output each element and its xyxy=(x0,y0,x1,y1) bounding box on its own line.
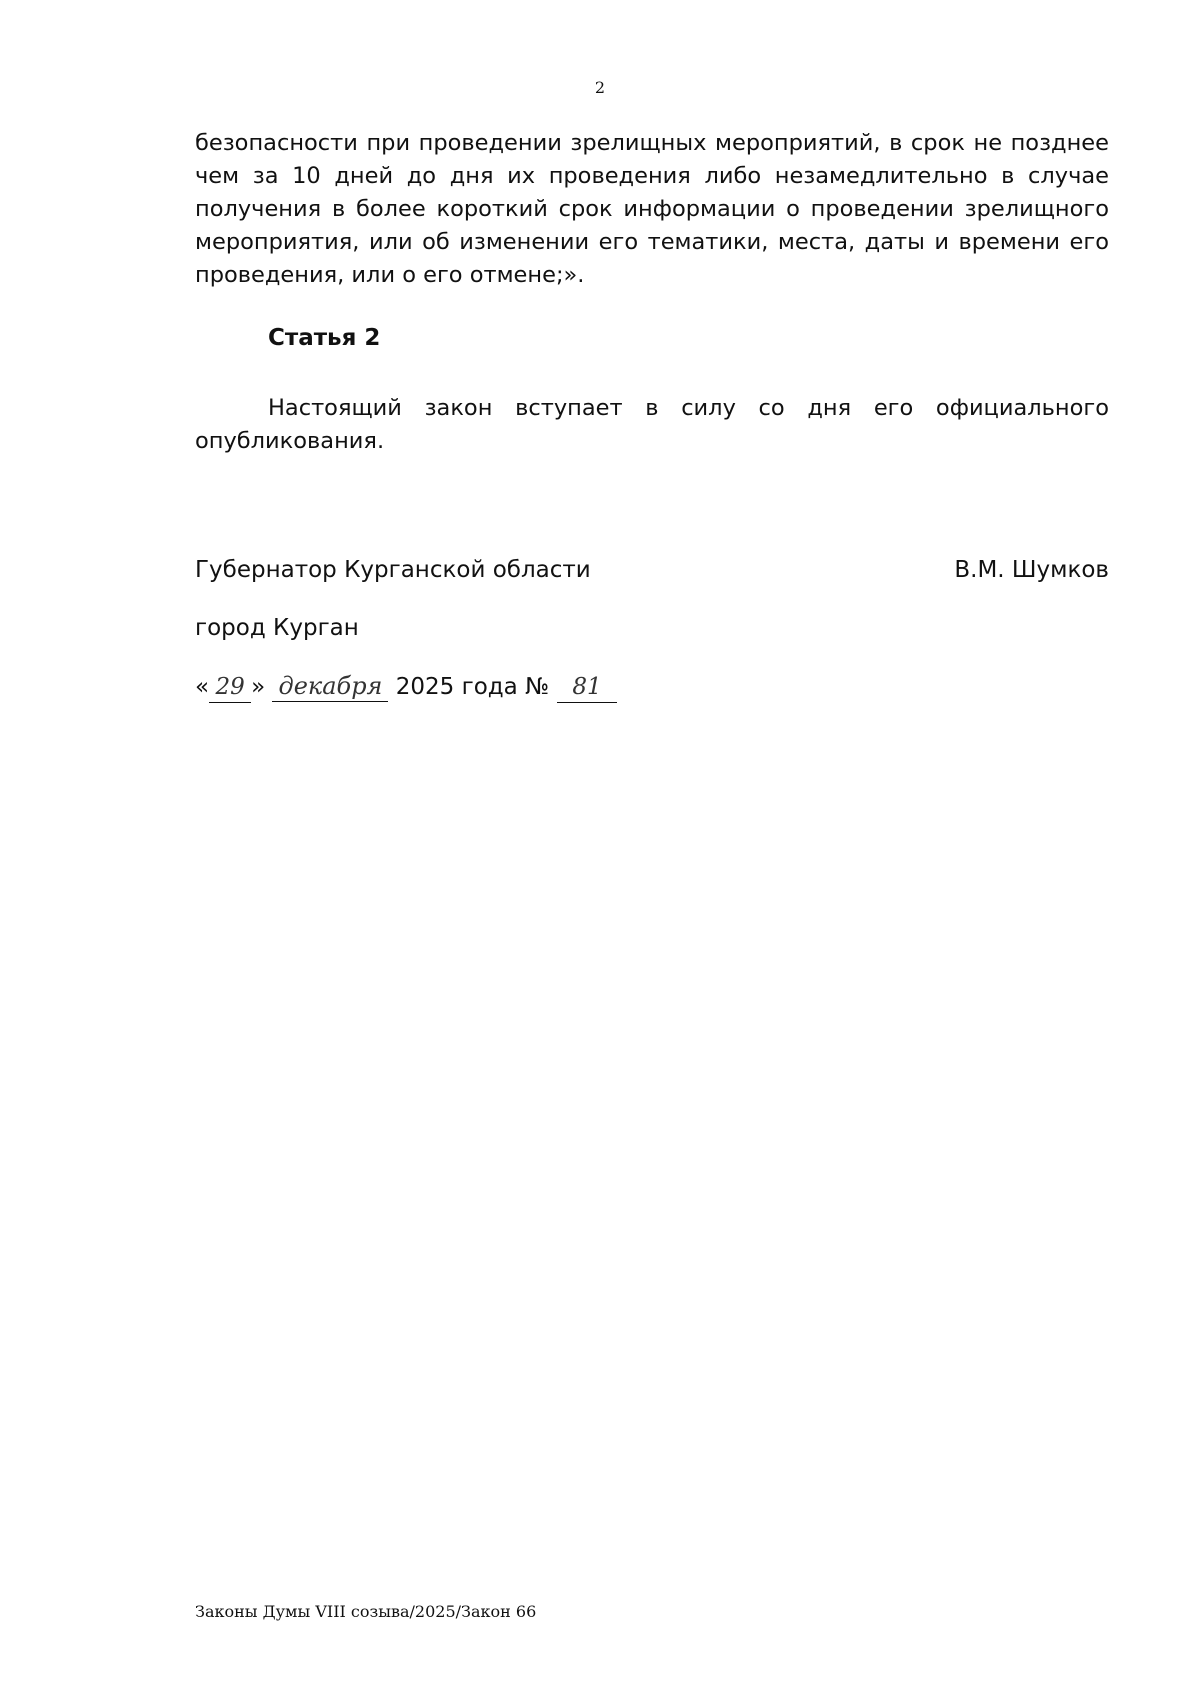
date-line xyxy=(195,670,617,704)
city-line: город Курган xyxy=(195,615,359,641)
quote-close: » xyxy=(251,674,266,700)
handwritten-day: 29 xyxy=(209,672,251,703)
signatory-title: Губернатор Курганской области xyxy=(195,557,591,583)
article-heading: Статья 2 xyxy=(268,325,381,351)
article-text: Настоящий закон вступает в силу со дня его официального опубликования. xyxy=(195,395,1109,454)
signatory-name: В.М. Шумков xyxy=(954,557,1109,583)
year-text: 2025 года № xyxy=(395,674,550,700)
handwritten-month: декабря xyxy=(272,671,388,702)
footer-reference: Законы Думы VIII созыва/2025/Закон 66 xyxy=(195,1602,537,1621)
handwritten-law-number: 81 xyxy=(557,672,617,703)
page-number: 2 xyxy=(594,78,606,97)
quote-open: « xyxy=(195,674,210,700)
body-paragraph: безопасности при проведении зрелищных мероприятий, в срок не позднее чем за 10 дней до дня их проведения либо незамедлительно в случае получения в более короткий срок информации о проведении зрелищного мероприятия, или об изменении его тематики, места, даты и времени его проведения, или о его отмене;». xyxy=(195,130,1109,288)
